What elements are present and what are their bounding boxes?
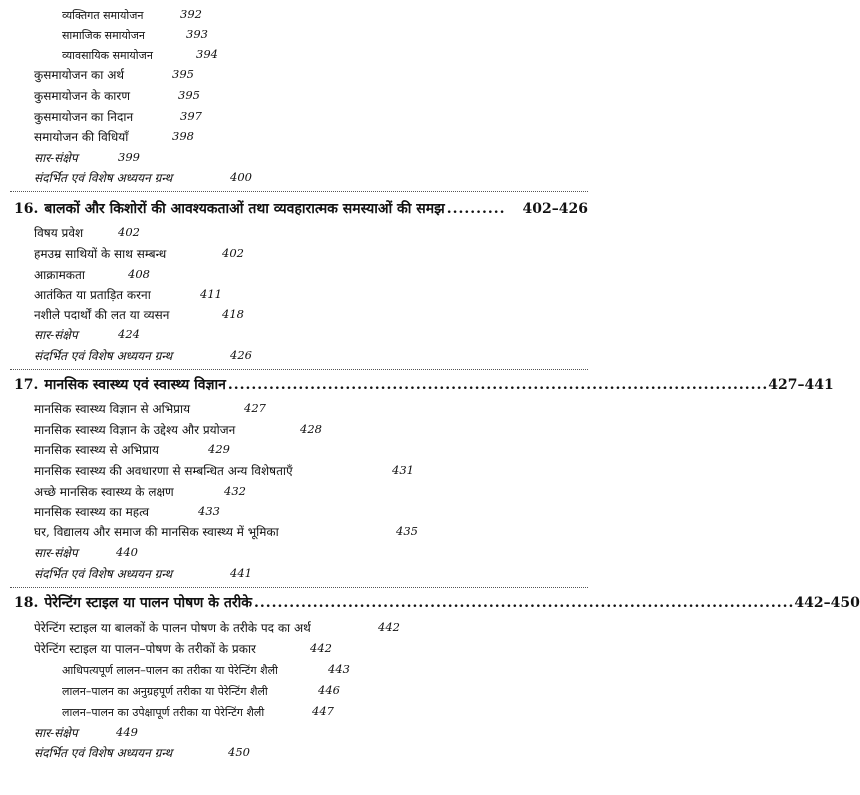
leader-dots: .......... [446,201,506,217]
entry-label: सार-संक्षेप [34,151,78,165]
divider [10,587,588,588]
chapter-16-heading[interactable] [14,197,588,221]
toc-entry[interactable] [34,398,266,418]
entry-label: पेरेन्टिंग स्टाइल या बालकों के पालन पोषण के तरीके पद का अर्थ [34,621,311,635]
toc-entry[interactable] [34,126,194,146]
entry-label: समायोजन की विधियाँ [34,130,129,144]
entry-label: लालन–पालन का अनुग्रहपूर्ण तरीका या पेरेन्टिंग शैली [62,685,268,698]
toc-entry[interactable] [34,481,246,501]
chapter-17-heading[interactable] [14,373,834,397]
entry-label: घर, विद्यालय और समाज की मानसिक स्वास्थ्य में भूमिका [34,525,279,539]
toc-entry[interactable] [34,521,418,541]
entry-page: 402 [118,225,140,239]
entry-page: 397 [180,109,202,123]
entry-label: कुसमायोजन के कारण [34,89,130,103]
toc-entry[interactable] [34,501,220,521]
toc-entry[interactable] [34,106,202,126]
toc-entry-summary[interactable] [34,324,140,344]
toc-entry[interactable] [34,222,140,242]
entry-page: 395 [172,67,194,81]
entry-page: 400 [230,170,252,184]
entry-label: व्यक्तिगत समायोजन [62,9,144,22]
entry-label: व्यावसायिक समायोजन [62,49,153,62]
entry-page: 431 [392,463,414,477]
page-range: 442–450 [794,595,860,611]
entry-page: 433 [198,504,220,518]
toc-entry[interactable] [34,64,194,84]
entry-page: 442 [310,641,332,655]
entry-page: 408 [128,267,150,281]
chapter-number: 18. [14,595,39,611]
entry-label: आक्रामकता [34,268,85,282]
entry-page: 398 [172,129,194,143]
toc-entry-references[interactable] [34,742,250,762]
toc-entry[interactable] [62,680,340,700]
page-range: 402–426 [522,201,588,217]
divider [10,191,588,192]
entry-page: 426 [230,348,252,362]
entry-page: 392 [180,7,202,21]
chapter-number: 17. [14,377,39,393]
entry-page: 399 [118,150,140,164]
toc-entry[interactable] [34,460,414,480]
entry-page: 442 [378,620,400,634]
toc-entry-references[interactable] [34,167,252,187]
entry-page: 432 [224,484,246,498]
entry-label: अच्छे मानसिक स्वास्थ्य के लक्षण [34,485,174,499]
entry-label: हमउम्र साथियों के साथ सम्बन्ध [34,247,167,261]
entry-page: 394 [196,47,218,61]
leader-dots: ............................................................................................ [227,377,769,393]
divider [10,369,588,370]
entry-label: पेरेन्टिंग स्टाइल या पालन–पोषण के तरीकों के प्रकार [34,642,256,656]
toc-entry[interactable] [34,419,322,439]
entry-label: संदर्भित एवं विशेष अध्ययन ग्रन्थ [34,171,173,185]
entry-page: 440 [116,545,138,559]
entry-page: 395 [178,88,200,102]
chapter-number: 16. [14,201,39,217]
entry-page: 411 [200,287,222,301]
toc-entry[interactable] [34,304,244,324]
toc-entry[interactable] [62,659,350,679]
toc-entry[interactable] [34,638,332,658]
chapter-title: बालकों और किशोरों की आवश्यकताओं तथा व्यवहारात्मक समस्याओं की समझ [44,201,445,217]
toc-entry[interactable] [62,44,218,64]
toc-entry[interactable] [62,4,202,24]
leader-dots: ............................................................................................ [253,595,795,611]
entry-label: मानसिक स्वास्थ्य का महत्व [34,505,150,519]
entry-page: 441 [230,566,252,580]
entry-page: 429 [208,442,230,456]
chapter-title: पेरेन्टिंग स्टाइल या पालन पोषण के तरीके [44,595,252,611]
entry-page: 393 [186,27,208,41]
entry-label: नशीले पदार्थों की लत या व्यसन [34,308,170,322]
toc-entry-summary[interactable] [34,722,138,742]
entry-page: 450 [228,745,250,759]
toc-entry[interactable] [34,439,230,459]
entry-label: मानसिक स्वास्थ्य से अभिप्राय [34,443,160,457]
toc-entry-references[interactable] [34,345,252,365]
entry-label: सार-संक्षेप [34,726,78,740]
entry-label: कुसमायोजन का निदान [34,110,134,124]
toc-entry[interactable] [34,284,222,304]
entry-label: मानसिक स्वास्थ्य विज्ञान के उद्देश्य और प्रयोजन [34,423,236,437]
toc-entry-summary[interactable] [34,542,138,562]
toc-entry[interactable] [34,243,244,263]
entry-label: कुसमायोजन का अर्थ [34,68,125,82]
entry-label: संदर्भित एवं विशेष अध्ययन ग्रन्थ [34,349,173,363]
chapter-18-heading[interactable] [14,591,860,615]
entry-label: विषय प्रवेश [34,226,84,240]
entry-page: 424 [118,327,140,341]
entry-label: सार-संक्षेप [34,546,78,560]
toc-entry[interactable] [34,617,400,637]
entry-page: 427 [244,401,266,415]
toc-entry[interactable] [34,85,200,105]
entry-label: मानसिक स्वास्थ्य की अवधारणा से सम्बन्धित अन्य विशेषताएँ [34,464,293,478]
entry-label: संदर्भित एवं विशेष अध्ययन ग्रन्थ [34,746,173,760]
entry-label: सार-संक्षेप [34,328,78,342]
toc-entry-summary[interactable] [34,147,140,167]
entry-label: आधिपत्यपूर्ण लालन–पालन का तरीका या पेरेन्टिंग शैली [62,664,278,677]
entry-page: 402 [222,246,244,260]
toc-entry[interactable] [34,264,150,284]
entry-label: सामाजिक समायोजन [62,29,146,42]
entry-page: 447 [312,704,334,718]
entry-page: 435 [396,524,418,538]
entry-page: 446 [318,683,340,697]
toc-entry[interactable] [62,701,334,721]
entry-page: 443 [328,662,350,676]
entry-label: लालन–पालन का उपेक्षापूर्ण तरीका या पेरेन्टिंग शैली [62,706,265,719]
page-range: 427–441 [768,377,834,393]
entry-page: 428 [300,422,322,436]
entry-label: मानसिक स्वास्थ्य विज्ञान से अभिप्राय [34,402,191,416]
entry-page: 418 [222,307,244,321]
toc-entry-references[interactable] [34,563,252,583]
toc-entry[interactable] [62,24,208,44]
chapter-title: मानसिक स्वास्थ्य एवं स्वास्थ्य विज्ञान [44,377,226,393]
entry-page: 449 [116,725,138,739]
entry-label: आतंकित या प्रताड़ित करना [34,288,151,302]
entry-label: संदर्भित एवं विशेष अध्ययन ग्रन्थ [34,567,173,581]
